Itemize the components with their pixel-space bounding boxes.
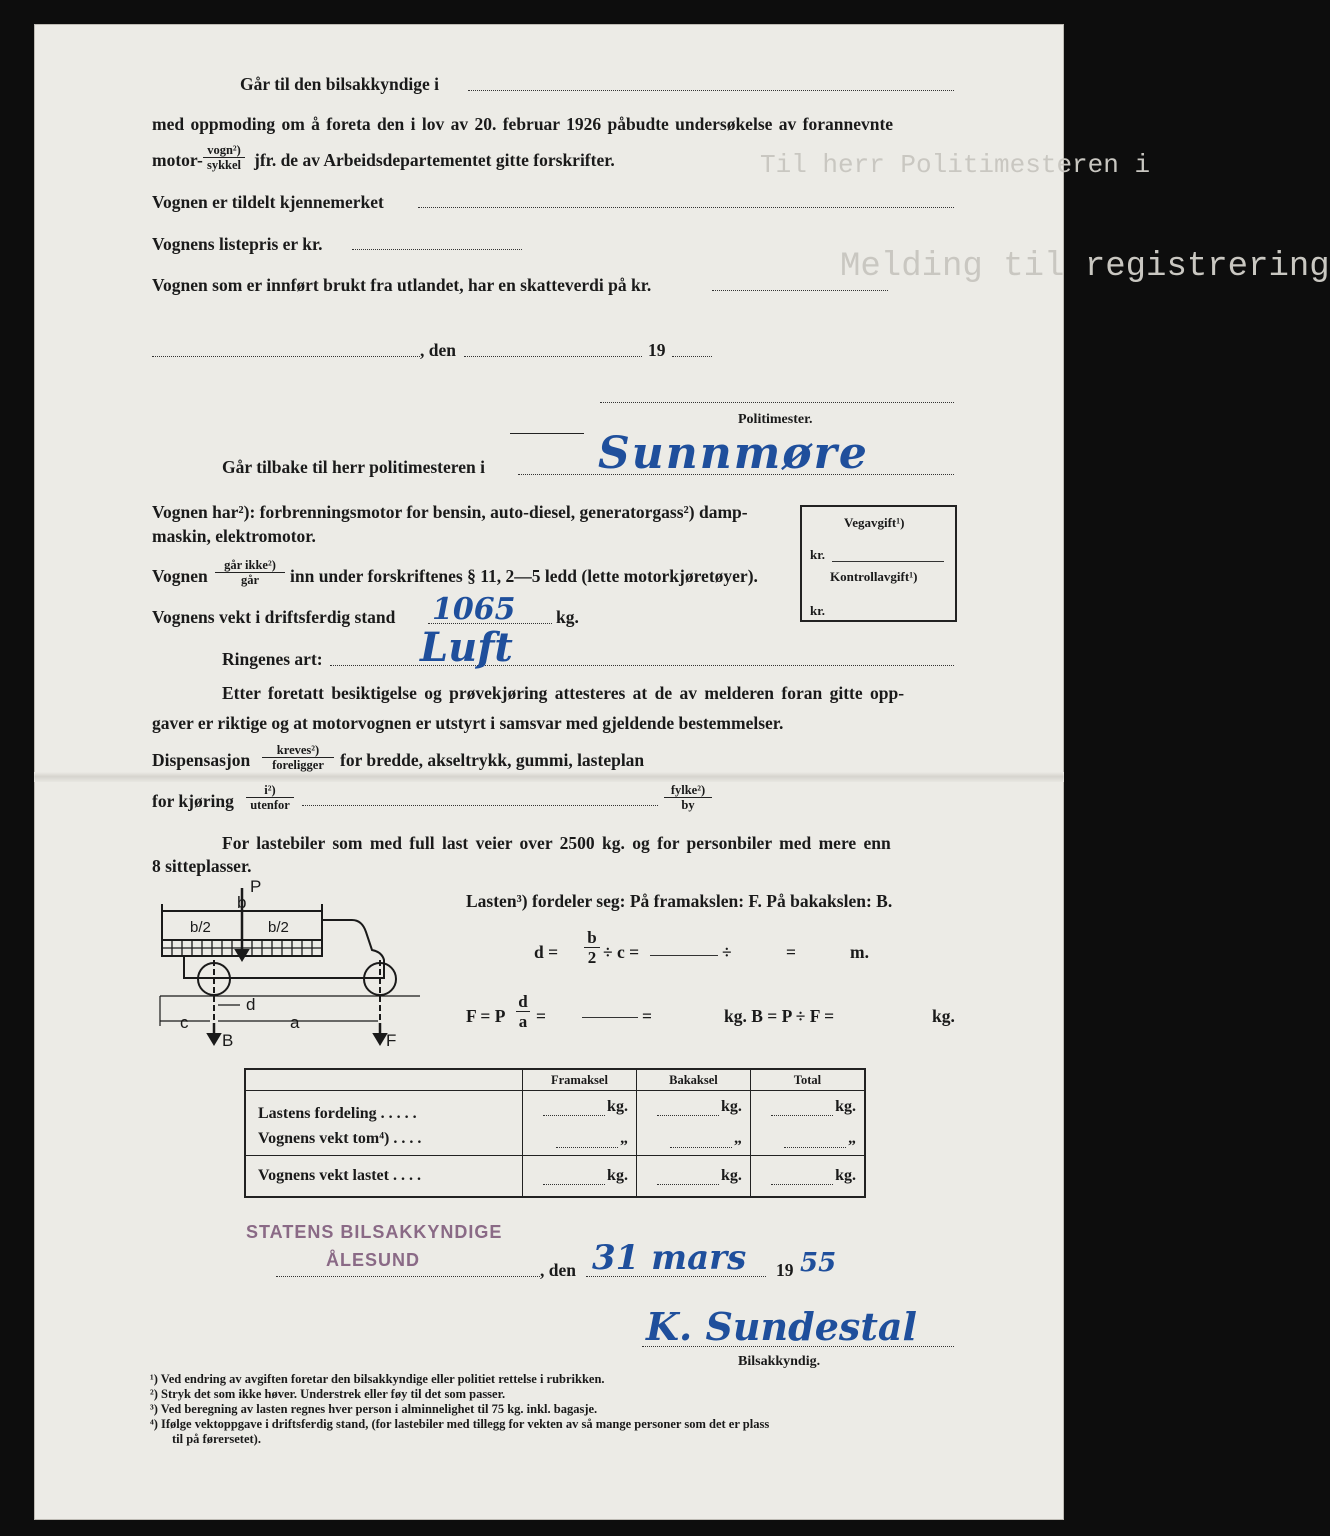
signature-year-prefix: 19 bbox=[776, 1260, 794, 1280]
kjennemerke-label: Vognen er tildelt kjennemerket bbox=[152, 192, 384, 212]
frac-numerator: vogn²) bbox=[203, 143, 245, 158]
footnote-2: ²) Stryk det som ikke høver. Understrek eller føy til det som passer. bbox=[150, 1387, 506, 1401]
gaar-ikke-fraction bbox=[215, 558, 285, 587]
divider bbox=[510, 433, 584, 434]
handwritten-year: 55 bbox=[800, 1248, 837, 1278]
diagram-label-d: d bbox=[246, 995, 256, 1014]
row-label-lastens-fordeling: Lastens fordeling . . . . . bbox=[258, 1105, 417, 1122]
handwritten-signature: K. Sundestal bbox=[646, 1304, 917, 1349]
year-field[interactable] bbox=[672, 356, 712, 357]
table-row bbox=[245, 1123, 865, 1156]
fylke-by-fraction bbox=[664, 783, 712, 812]
row-label-vognens-vekt-lastet: Vognens vekt lastet . . . . bbox=[245, 1156, 523, 1198]
kreves-fraction bbox=[262, 743, 334, 772]
kjoring-label: for kjøring bbox=[152, 791, 234, 811]
oppmoding-text: med oppmoding om å foreta den i lov av 20. februar 1926 påbudte undersøkelse av forannevnte bbox=[152, 114, 894, 134]
table-cell[interactable]: kg. bbox=[523, 1091, 637, 1124]
table-cell[interactable]: kg. bbox=[636, 1091, 750, 1124]
frac-denominator: by bbox=[681, 798, 695, 812]
motor-prefix: motor- bbox=[152, 150, 203, 170]
year-prefix: 19 bbox=[648, 340, 666, 360]
bilsakkyndige-place-field[interactable] bbox=[468, 90, 954, 91]
frac-denominator: utenfor bbox=[250, 798, 290, 812]
footnote-1: ¹) Ved endring av avgiften foretar den bilsakkyndige eller politiet rettelse i rubrikken. bbox=[150, 1372, 605, 1386]
kontrollavgift-kr: kr. bbox=[810, 603, 826, 618]
formula-eq: = bbox=[786, 942, 796, 962]
frac-numerator: d bbox=[516, 992, 530, 1012]
handwritten-vekt: 1065 bbox=[432, 592, 516, 627]
formula-eq2: = bbox=[536, 1006, 546, 1026]
ringenes-label: Ringenes art: bbox=[222, 649, 323, 669]
diagram-label-P: P bbox=[250, 877, 262, 896]
frac-numerator: i²) bbox=[246, 783, 294, 798]
table-row bbox=[245, 1091, 865, 1124]
skatteverdi-field[interactable] bbox=[712, 290, 888, 291]
row-label-vognens-vekt-tom: Vognens vekt tom⁴) . . . . bbox=[258, 1130, 422, 1147]
motor-type-text-1: Vognen har²): forbrenningsmotor for bensin, auto-diesel, generatorgass²) damp- bbox=[152, 502, 748, 522]
diagram-label-c: c bbox=[180, 1013, 189, 1032]
date-field[interactable] bbox=[464, 356, 642, 357]
diagram-label-F: F bbox=[386, 1031, 397, 1050]
forskrift-paragraph-text: inn under forskriftenes § 11, 2—5 ledd (lette motorkjøretøyer). bbox=[290, 566, 758, 586]
table-header-bakaksel: Bakaksel bbox=[636, 1069, 750, 1091]
place-field[interactable] bbox=[152, 356, 420, 357]
listepris-field[interactable] bbox=[352, 249, 522, 250]
handwritten-luft: Luft bbox=[420, 624, 513, 671]
frac-denominator: går bbox=[240, 573, 260, 587]
formula-field-1[interactable] bbox=[650, 955, 718, 956]
footnote-4: ⁴) Ifølge vektoppgave i driftsferdig stand, (for lastebiler med tillegg for vekten av så mange personer som det er plass bbox=[150, 1417, 770, 1431]
gaar-til-label: Går til den bilsakkyndige i bbox=[240, 74, 440, 94]
table-cell[interactable]: „ bbox=[523, 1123, 637, 1156]
dispensasjon-label: Dispensasjon bbox=[152, 750, 251, 770]
diagram-label-B: B bbox=[222, 1031, 234, 1050]
frac-denominator: 2 bbox=[587, 948, 597, 967]
vegavgift-kr: kr. bbox=[810, 547, 826, 562]
paper-fold bbox=[34, 772, 1064, 782]
table-cell[interactable]: kg. bbox=[636, 1156, 750, 1198]
show-through-title: Melding til registrering bbox=[840, 248, 1330, 286]
formula-kg: kg. bbox=[932, 1006, 955, 1026]
dispensasjon-text: for bredde, akseltrykk, gummi, lasteplan bbox=[340, 750, 645, 770]
gaar-tilbake-label: Går tilbake til herr politimesteren i bbox=[222, 457, 485, 477]
lastebil-text-1: For lastebiler som med full last veier over 2500 kg. og for personbiler med mere enn bbox=[222, 833, 891, 853]
frac-numerator: fylke²) bbox=[664, 783, 712, 798]
den-label: , den bbox=[420, 340, 456, 360]
table-cell[interactable]: kg. bbox=[750, 1091, 865, 1124]
frac-denominator: foreligger bbox=[272, 758, 324, 772]
formula-field-2[interactable] bbox=[582, 1017, 638, 1018]
frac-numerator: går ikke²) bbox=[215, 558, 285, 573]
table-cell[interactable]: kg. bbox=[523, 1156, 637, 1198]
load-distribution-table bbox=[244, 1068, 866, 1198]
handwritten-date: 31 mars bbox=[592, 1238, 747, 1278]
handwritten-sunnmore: Sunnmøre bbox=[598, 428, 869, 479]
forskrifter-text: jfr. de av Arbeidsdepartementet gitte forskrifter. bbox=[254, 150, 615, 170]
frac-denominator: sykkel bbox=[206, 158, 242, 172]
table-cell[interactable]: „ bbox=[750, 1123, 865, 1156]
formula-div: ÷ bbox=[722, 942, 732, 962]
attest-text-1: Etter foretatt besiktigelse og prøvekjøring attesteres at de av melderen foran gitte opp- bbox=[222, 683, 905, 703]
signature-place-field[interactable] bbox=[276, 1276, 540, 1277]
avgift-box bbox=[800, 505, 957, 622]
kjennemerke-field[interactable] bbox=[418, 207, 954, 208]
formula-d-left: d = bbox=[534, 942, 559, 962]
motor-type-text-2: maskin, elektromotor. bbox=[152, 526, 316, 546]
truck-load-diagram bbox=[150, 878, 430, 1050]
diagram-arrowhead bbox=[208, 1034, 220, 1044]
skatteverdi-label: Vognen som er innført brukt fra utlandet, har en skatteverdi på kr. bbox=[152, 275, 652, 295]
kontrollavgift-label: Kontrollavgift¹) bbox=[830, 569, 918, 584]
diagram-label-b2-left: b/2 bbox=[190, 919, 211, 936]
formula-eq3: = bbox=[642, 1006, 652, 1026]
footnote-3: ³) Ved beregning av lasten regnes hver person i alminnelighet til 75 kg. inkl. bagasje. bbox=[150, 1402, 598, 1416]
b-over-2-fraction bbox=[584, 928, 600, 967]
stamp-line-2: ÅLESUND bbox=[326, 1250, 421, 1270]
diagram-label-a: a bbox=[290, 1013, 300, 1032]
table-header-total: Total bbox=[750, 1069, 865, 1091]
vegavgift-label: Vegavgift¹) bbox=[844, 515, 905, 530]
diagram-arrowhead bbox=[374, 1034, 386, 1044]
diagram-label-b: b bbox=[237, 893, 247, 912]
table-header-row bbox=[245, 1069, 865, 1091]
diagram-label-b2-right: b/2 bbox=[268, 919, 289, 936]
vekt-label: Vognens vekt i driftsferdig stand bbox=[152, 607, 396, 627]
politimester-signature-field[interactable] bbox=[600, 402, 954, 403]
kjoring-field[interactable] bbox=[302, 805, 658, 806]
formula-F: F = P bbox=[466, 1006, 506, 1026]
footnote-4-cont: til på førersetet). bbox=[172, 1432, 261, 1446]
vegavgift-field[interactable] bbox=[832, 561, 944, 562]
i-utenfor-fraction bbox=[246, 783, 294, 812]
bilsakkyndig-label: Bilsakkyndig. bbox=[738, 1354, 821, 1369]
formula-m: m. bbox=[850, 942, 869, 962]
d-over-a-fraction bbox=[516, 992, 530, 1031]
stamp-line-1: STATENS BILSAKKYNDIGE bbox=[246, 1222, 503, 1242]
lastebil-text-2: 8 sitteplasser. bbox=[152, 856, 252, 876]
table-row bbox=[245, 1156, 865, 1198]
attest-text-2: gaver er riktige og at motorvognen er utstyrt i samsvar med gjeldende bestemmelser. bbox=[152, 713, 784, 733]
vognen-label: Vognen bbox=[152, 566, 208, 586]
frac-numerator: b bbox=[584, 928, 600, 948]
table-cell[interactable]: „ bbox=[636, 1123, 750, 1156]
frac-numerator: kreves²) bbox=[262, 743, 334, 758]
vekt-unit: kg. bbox=[556, 607, 579, 627]
table-header-blank bbox=[245, 1069, 523, 1091]
show-through-text: Til herr Politimesteren i bbox=[760, 150, 1151, 180]
vogn-sykkel-fraction bbox=[203, 143, 245, 172]
formula-minus-c: ÷ c = bbox=[603, 942, 640, 962]
frac-denominator: a bbox=[518, 1012, 528, 1031]
table-header-framaksel: Framaksel bbox=[523, 1069, 637, 1091]
fordeling-text: Lasten³) fordeler seg: På framakslen: F. På bakakslen: B. bbox=[466, 891, 893, 911]
formula-kgB: kg. B = P ÷ F = bbox=[724, 1006, 835, 1026]
listepris-label: Vognens listepris er kr. bbox=[152, 234, 323, 254]
politimester-label: Politimester. bbox=[738, 412, 813, 427]
table-cell[interactable]: kg. bbox=[750, 1156, 865, 1198]
signature-den-label: , den bbox=[540, 1260, 576, 1280]
